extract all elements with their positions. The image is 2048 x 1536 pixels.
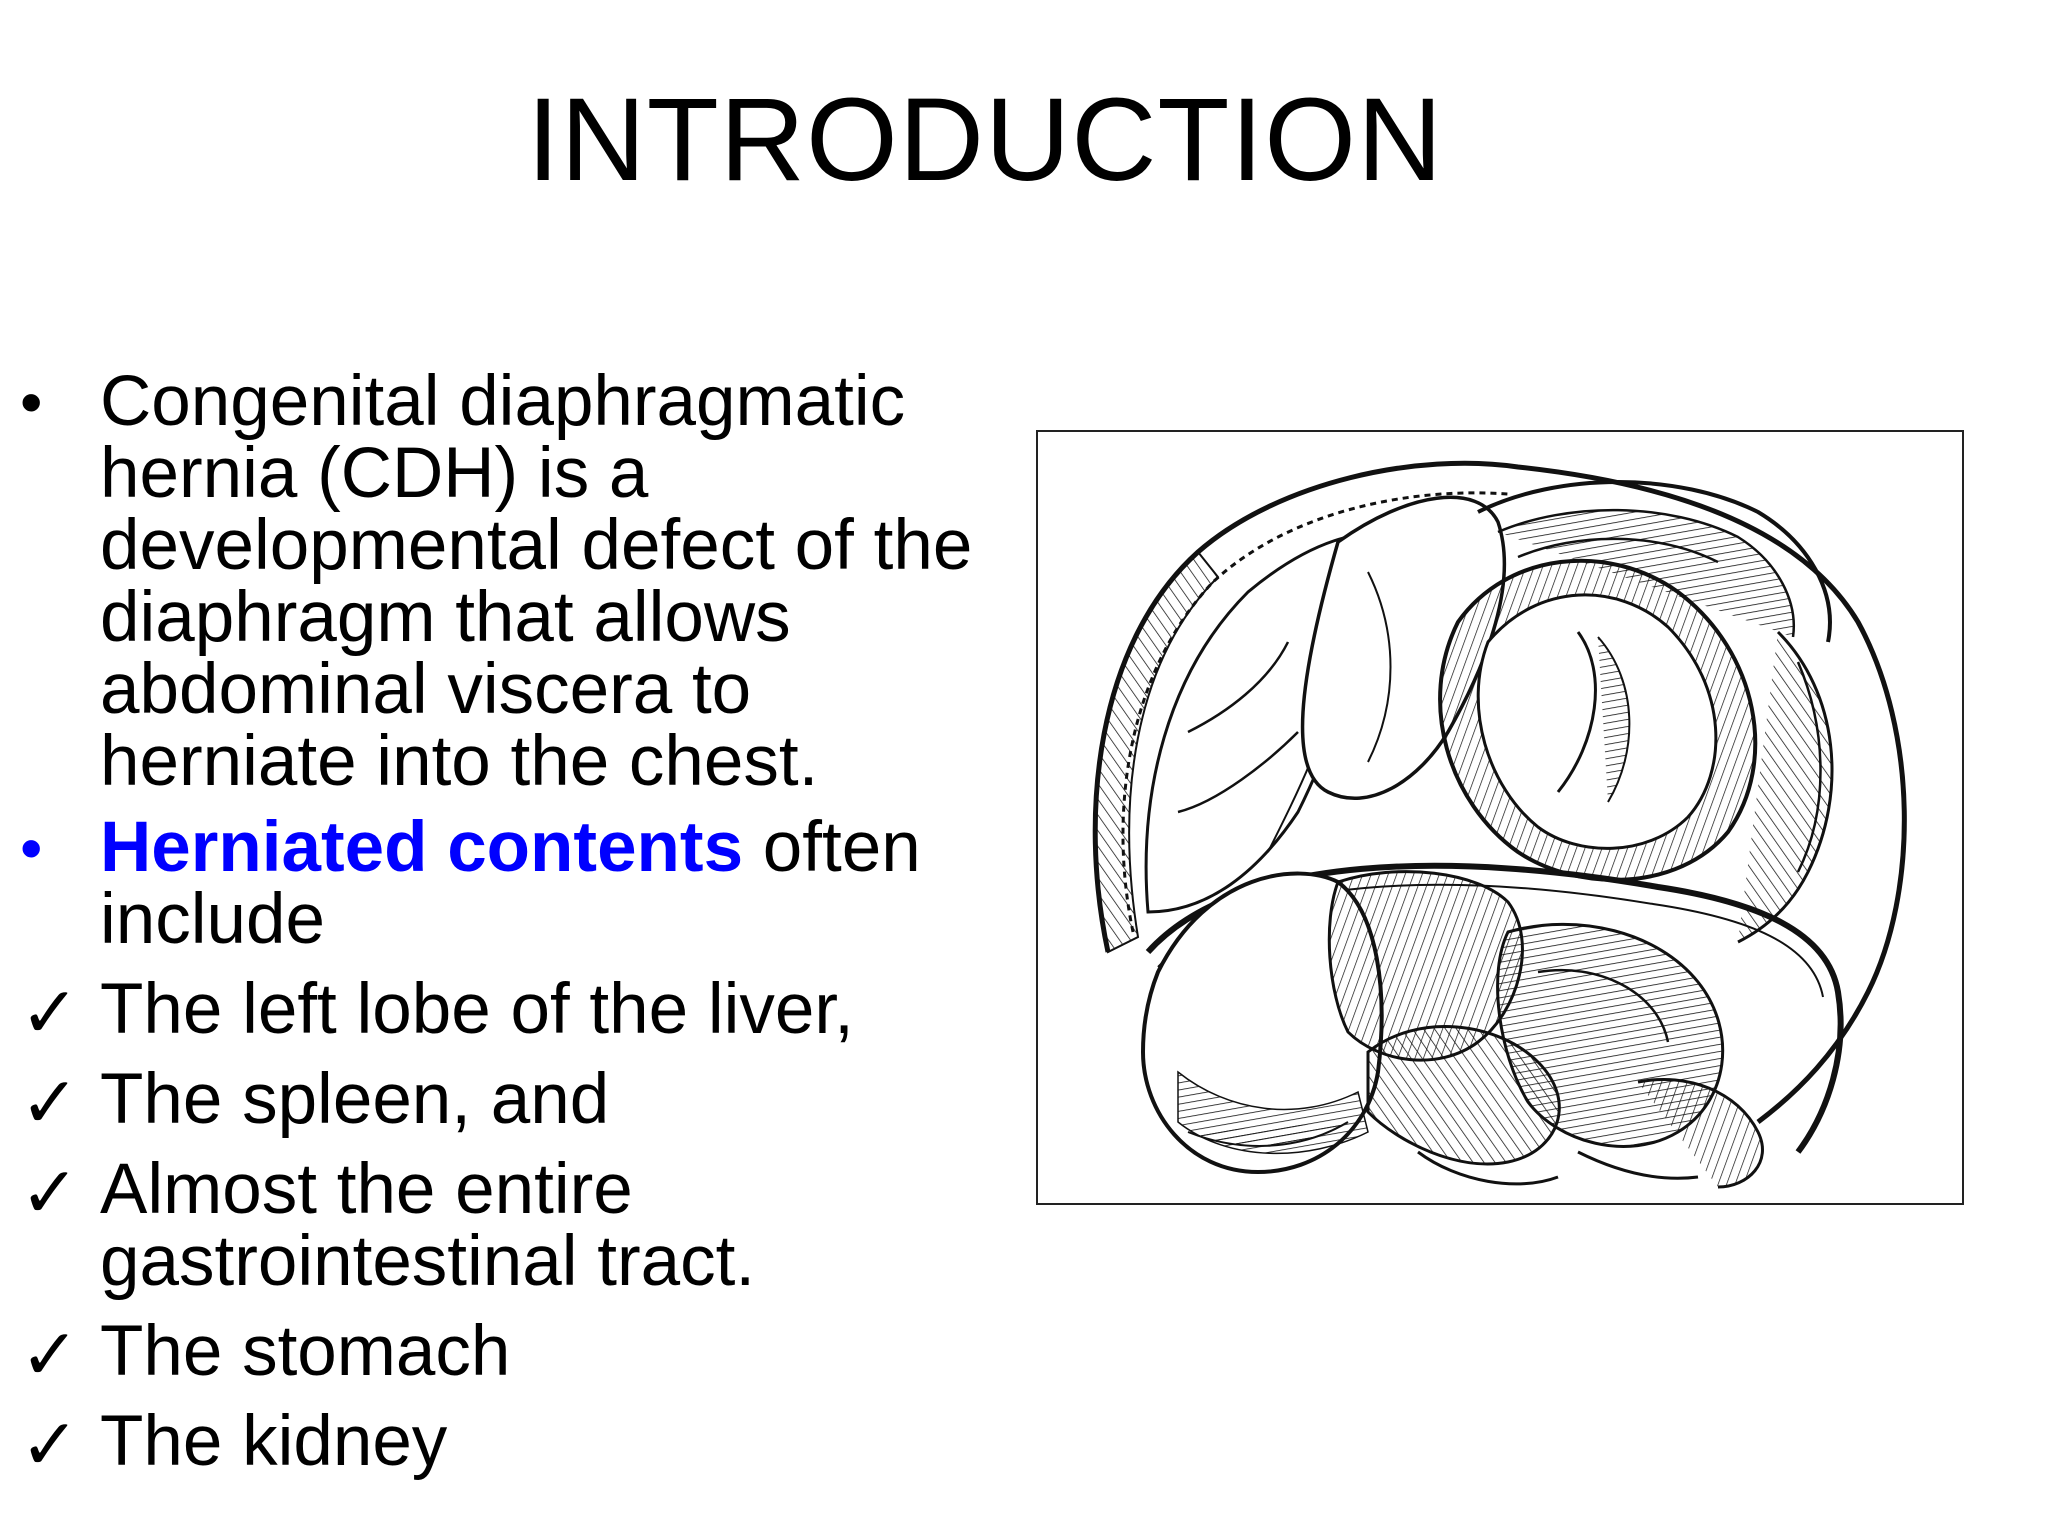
check-item bbox=[20, 1150, 1020, 1301]
check-item-text: The stomach bbox=[100, 1312, 511, 1391]
bullet-marker: • bbox=[20, 812, 43, 884]
page-title: INTRODUCTION bbox=[526, 74, 1444, 206]
check-icon: ✓ bbox=[20, 974, 80, 1053]
check-item bbox=[20, 1402, 1020, 1485]
bullet-text: Congenital diaphragmatic hernia (CDH) is a developmental defect of the diaphragm that allows abdominal viscera to herniate into the chest. bbox=[100, 362, 973, 801]
list-item bbox=[20, 362, 1020, 801]
check-icon: ✓ bbox=[20, 1154, 80, 1233]
check-item bbox=[20, 1060, 1020, 1143]
check-item bbox=[20, 970, 1020, 1053]
check-icon: ✓ bbox=[20, 1316, 80, 1395]
check-item bbox=[20, 1312, 1020, 1395]
list-item bbox=[20, 808, 1020, 959]
bullet-list bbox=[20, 362, 1020, 1485]
check-item-text: The kidney bbox=[100, 1402, 448, 1481]
highlight-text: Herniated contents bbox=[100, 808, 744, 887]
check-item-text: The spleen, and bbox=[100, 1060, 610, 1139]
check-item-text: Almost the entire gastrointestinal tract. bbox=[100, 1150, 756, 1301]
cdh-anatomy-illustration-icon bbox=[1038, 432, 1962, 1203]
anatomy-figure bbox=[1036, 430, 1964, 1205]
bullet-marker: • bbox=[20, 366, 43, 438]
check-icon: ✓ bbox=[20, 1064, 80, 1143]
check-item-text: The left lobe of the liver, bbox=[100, 970, 854, 1049]
check-icon: ✓ bbox=[20, 1406, 80, 1485]
bullet-text: often include bbox=[100, 808, 921, 959]
